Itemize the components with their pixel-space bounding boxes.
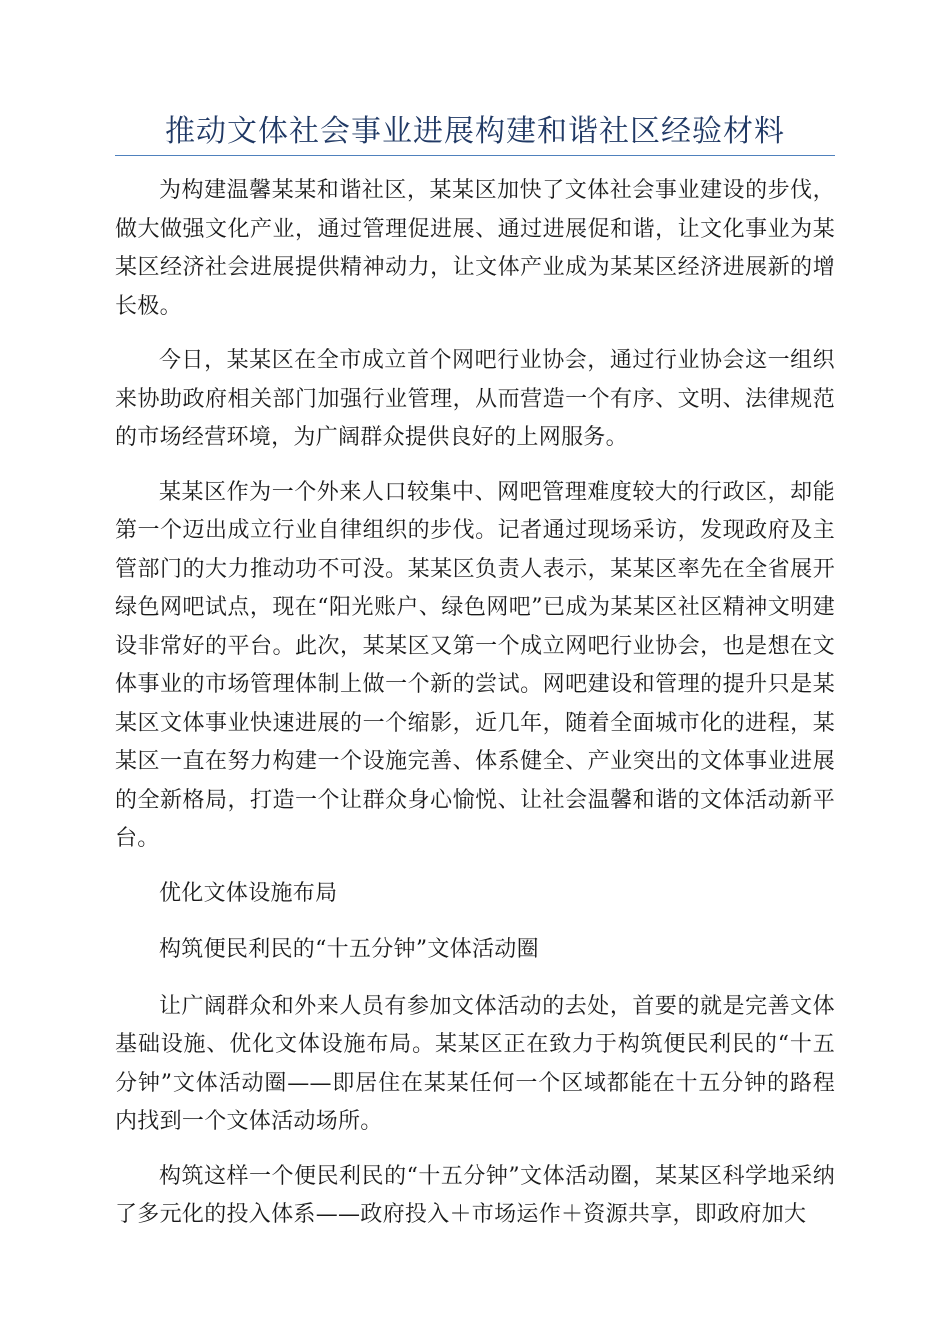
title-underline <box>115 155 835 156</box>
paragraph-district: 某某区作为一个外来人口较集中、网吧管理难度较大的行政区，却能第一个迈出成立行业自律组织的步伐。记者通过现场采访，发现政府及主管部门的大力推动功不可没。某某区负责人表示，某某区率先在全省展开绿色网吧试点，现在“阳光账户、绿色网吧”已成为某某区社区精神文明建设非常好的平台。此次，某某区又第一个成立网吧行业协会，也是想在文体事业的市场管理体制上做一个新的尝试。网吧建设和管理的提升只是某某区文体事业快速进展的一个缩影，近几年，随着全面城市化的进程，某某区一直在努力构建一个设施完善、体系健全、产业突出的文体事业进展的全新格局，打造一个让群众身心愉悦、让社会温馨和谐的文体活动新平台。 <box>115 479 835 851</box>
document-body <box>115 172 835 1251</box>
paragraph-intro: 为构建温馨某某和谐社区，某某区加快了文体社会事业建设的步伐，做大做强文化产业，通过管理促进展、通过进展促和谐，让文化事业为某某区经济社会进展提供精神动力，让文体产业成为某某区经济进展新的增长极。 <box>115 178 835 319</box>
document-title: 推动文体社会事业进展构建和谐社区经验材料 <box>165 114 785 149</box>
paragraph-facilities: 让广阔群众和外来人员有参加文体活动的去处，首要的就是完善文体基础设施、优化文体设施布局。某某区正在致力于构筑便民利民的“十五分钟”文体活动圈——即居住在某某任何一个区域都能在十五分钟的路程内找到一个文体活动场所。 <box>115 993 835 1134</box>
section-subheading: 构筑便民利民的“十五分钟”文体活动圈 <box>159 937 539 962</box>
paragraph-investment: 构筑这样一个便民利民的“十五分钟”文体活动圈，某某区科学地采纳了多元化的投入体系——政府投入＋市场运作＋资源共享，即政府加大 <box>115 1163 835 1227</box>
section-heading: 优化文体设施布局 <box>159 880 338 906</box>
paragraph-association: 今日，某某区在全市成立首个网吧行业协会，通过行业协会这一组织来协助政府相关部门加强行业管理，从而营造一个有序、文明、法律规范的市场经营环境，为广阔群众提供良好的上网服务。 <box>115 348 835 450</box>
